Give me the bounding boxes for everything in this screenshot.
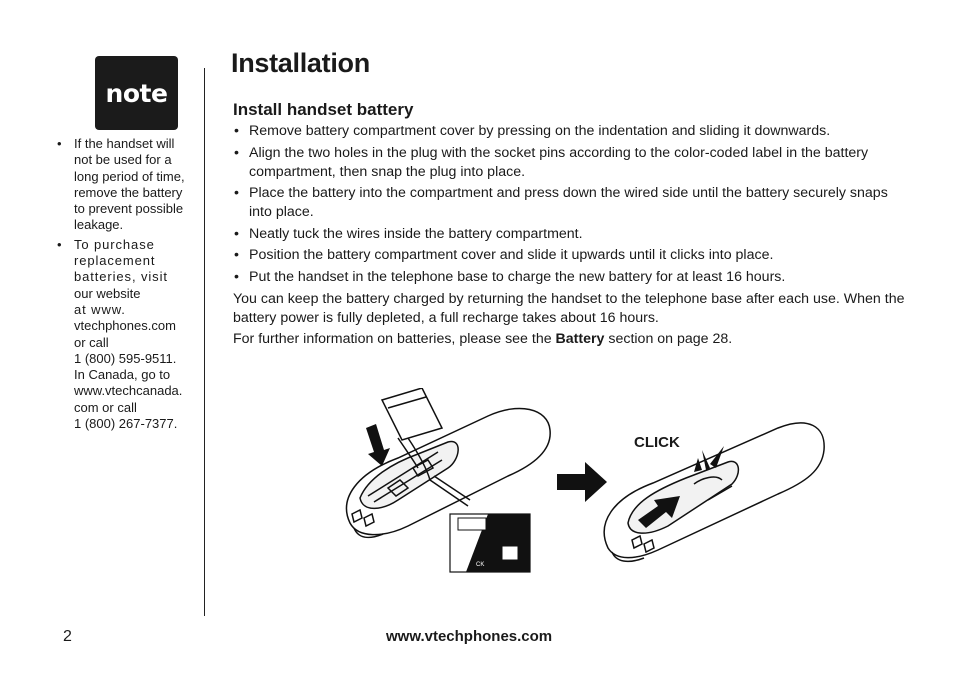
side-note-line: www.vtechcanada. [74,383,183,399]
note-badge [95,56,178,130]
battery-section-link-text: Battery [555,331,605,347]
handset-open-illustration [338,388,554,578]
side-note-line: our website [74,285,141,301]
side-note-line: or call [74,334,109,350]
side-note-line: not be used for a [74,152,172,168]
column-divider [204,68,205,616]
charge-info-paragraph: You can keep the battery charged by returning the handset to the telephone base after each use. When the battery power is fully depleted, a full recharge takes about 16 hours. [233,291,905,326]
side-note-2 [56,237,201,433]
side-notes [56,136,201,435]
compartment-label-text: CK [476,562,485,568]
side-note-line: replacement [74,253,156,269]
side-note-line: to prevent possible [74,201,184,217]
step-5: • Position the battery compartment cover and slide it upwards until it clicks into place. [233,246,913,265]
note-badge-label: note [105,78,168,108]
step-1: • Remove battery compartment cover by pressing on the indentation and sliding it downwards. [233,122,913,141]
side-note-1 [56,136,201,234]
handset-closing-illustration [598,398,828,570]
step-6: • Put the handset in the telephone base to charge the new battery for at least 16 hours. [233,268,913,287]
step-2: • Align the two holes in the plug with the socket pins according to the color-coded label in the battery compartment, then snap the plug into place. [233,144,913,182]
steps-list [233,122,913,289]
click-label: CLICK [634,434,680,451]
side-note-line: remove the battery [74,184,183,200]
page-number: 2 [63,628,72,645]
reference-text: section on page 28. [604,331,733,347]
step-4: • Neatly tuck the wires inside the battery compartment. [233,225,913,244]
side-note-line: • If the handset will [74,136,175,151]
side-note-line: 1 (800) 595-9511. [74,350,177,366]
section-heading: Install handset battery [233,100,414,119]
battery-reference-paragraph [233,330,923,349]
side-note-line: vtechphones.com [74,318,176,334]
page-title: Installation [231,48,370,78]
side-note-line: leakage. [74,217,124,233]
side-note-line: batteries, visit [74,269,168,285]
side-note-line: 1 (800) 267-7377. [74,416,178,432]
side-note-line: long period of time, [74,168,185,184]
step-3: • Place the battery into the compartment and press down the wired side until the battery securely snaps into place. [233,184,913,222]
footer-website: www.vtechphones.com [386,628,553,645]
side-note-line: • To purchase [74,236,155,252]
side-note-line: com or call [74,399,137,415]
reference-text: For further information on batteries, please see the [233,331,556,347]
side-note-line: In Canada, go to [74,367,171,383]
side-note-line: at www. [74,301,126,317]
